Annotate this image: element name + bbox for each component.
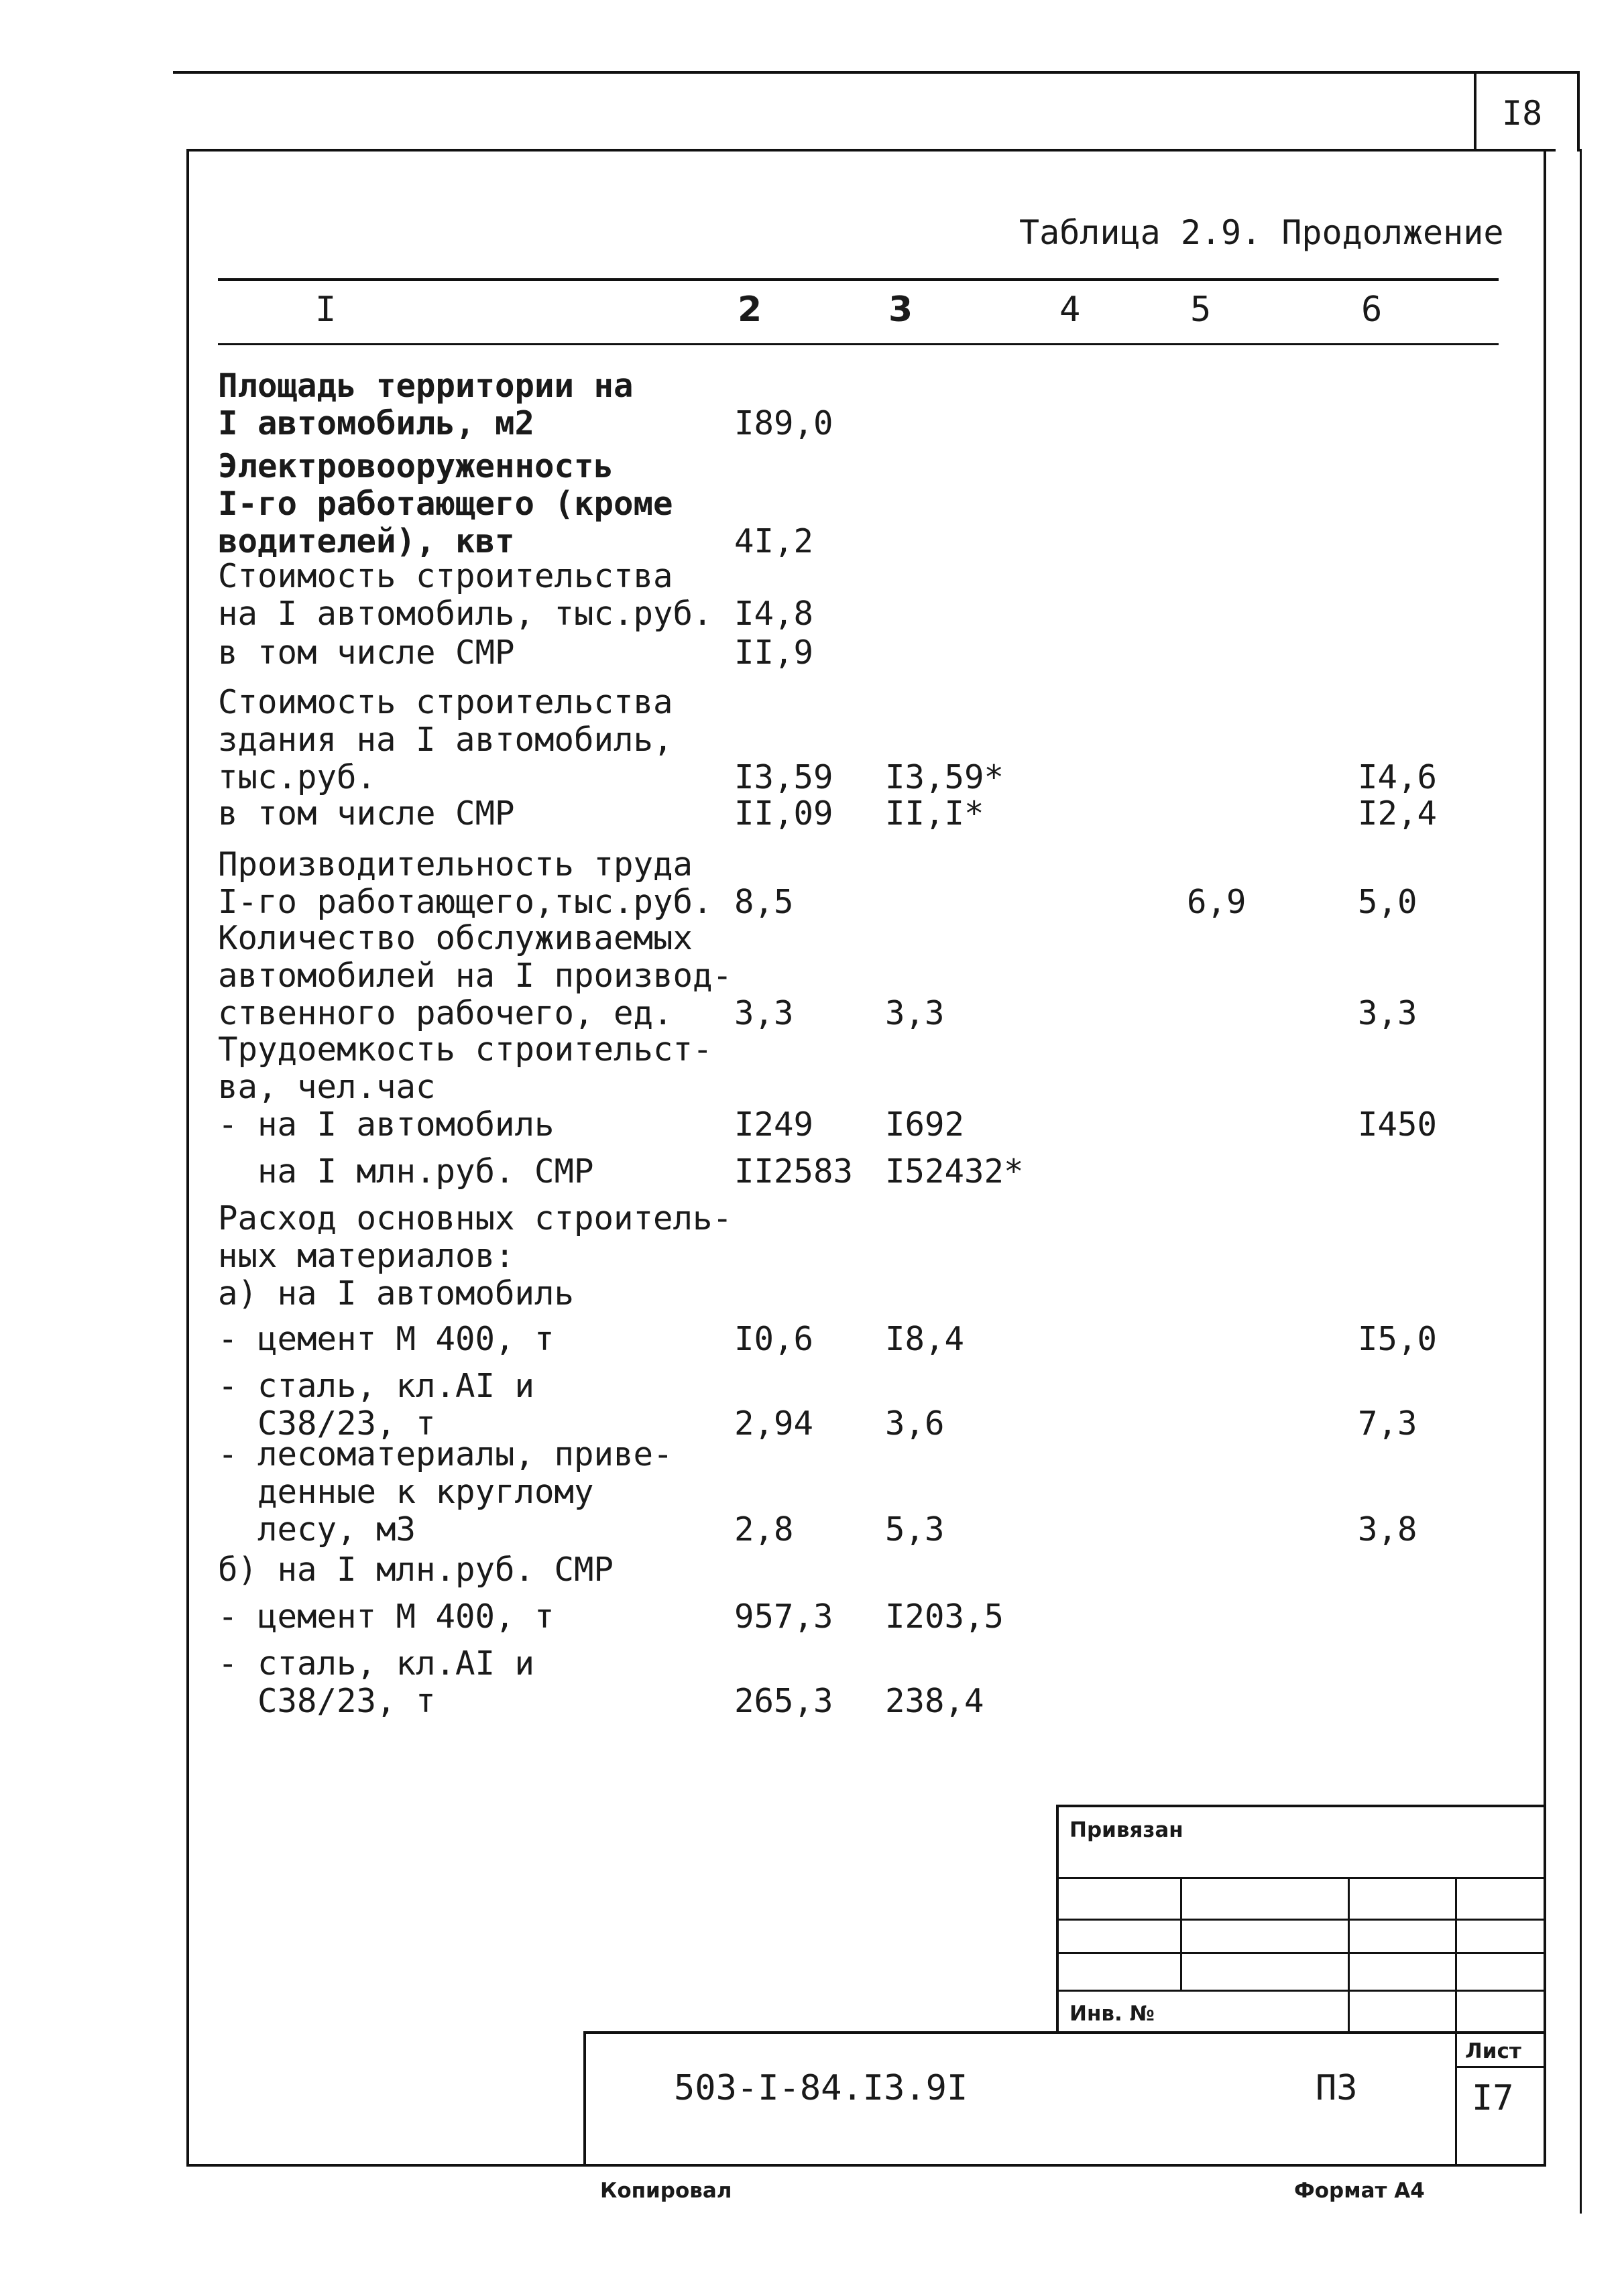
bound-grid-line bbox=[1056, 1919, 1546, 1921]
row-label: - лесоматериалы, приве- денные к круглому лесу, м3 bbox=[218, 1435, 673, 1549]
row-label: - сталь, кл.АI и С38/23, т bbox=[218, 1644, 535, 1720]
frame-left bbox=[186, 149, 189, 2167]
column-header-2: 2 bbox=[738, 290, 762, 330]
row-label: Трудоемкость строительст- ва, чел.час bbox=[218, 1030, 713, 1106]
cell-col3: 238,4 bbox=[885, 1682, 984, 1720]
cell-col2: 957,3 bbox=[734, 1597, 833, 1636]
paper-format-label: Формат А4 bbox=[1294, 2179, 1425, 2203]
cell-col6: 7,3 bbox=[1358, 1404, 1417, 1443]
bound-grid-line bbox=[1056, 1877, 1546, 1879]
cell-col3: I52432* bbox=[885, 1152, 1024, 1191]
row-label: в том числе СМР bbox=[218, 794, 515, 833]
cell-col2: I4,8 bbox=[734, 595, 814, 633]
cell-col2: 265,3 bbox=[734, 1682, 833, 1720]
column-header-6: 6 bbox=[1361, 290, 1383, 330]
cell-col2: II2583 bbox=[734, 1152, 854, 1191]
row-label: Площадь территории на I автомобиль, м2 bbox=[218, 367, 634, 442]
cell-col3: 5,3 bbox=[885, 1510, 945, 1549]
column-header-3: 3 bbox=[888, 290, 913, 330]
cell-col2: 3,3 bbox=[734, 994, 794, 1032]
cell-col3: I8,4 bbox=[885, 1320, 965, 1358]
title-block-left bbox=[583, 2031, 586, 2167]
row-label: Производительность труда I-го работающего,тыс.руб. bbox=[218, 845, 713, 921]
top-rule bbox=[173, 71, 1580, 74]
cell-col2: I0,6 bbox=[734, 1320, 814, 1358]
column-header-5: 5 bbox=[1190, 290, 1212, 330]
page-number: I8 bbox=[1502, 94, 1543, 133]
frame-right bbox=[1544, 149, 1546, 2167]
sheet-cell-divider bbox=[1455, 2031, 1457, 2167]
title-block-top bbox=[583, 2031, 1546, 2034]
cell-col2: I249 bbox=[734, 1105, 814, 1144]
header-rule-top bbox=[218, 278, 1499, 281]
cell-col2: I89,0 bbox=[734, 404, 833, 442]
table-caption: Таблица 2.9. Продолжение bbox=[1019, 213, 1504, 252]
cell-col3: II,I* bbox=[885, 794, 984, 833]
sheet-label: Лист bbox=[1465, 2039, 1521, 2063]
cell-col2: II,09 bbox=[734, 794, 833, 833]
cell-col2: 2,8 bbox=[734, 1510, 794, 1549]
page-number-box-right bbox=[1577, 71, 1580, 152]
frame-bottom bbox=[186, 2164, 1546, 2167]
copied-by-label: Копировал bbox=[600, 2179, 732, 2203]
row-label: в том числе СМР bbox=[218, 633, 515, 672]
cell-col6: I2,4 bbox=[1358, 794, 1438, 833]
row-label: - сталь, кл.АI и С38/23, т bbox=[218, 1367, 535, 1443]
sheet-number: I7 bbox=[1472, 2078, 1514, 2118]
document-code: 503-I-84.I3.9I bbox=[674, 2068, 968, 2108]
cell-col5: 6,9 bbox=[1187, 883, 1246, 921]
row-label: - цемент М 400, т bbox=[218, 1597, 555, 1636]
cell-col3: 3,3 bbox=[885, 994, 945, 1032]
cell-col2: 8,5 bbox=[734, 883, 794, 921]
cell-col6: 3,8 bbox=[1358, 1510, 1417, 1549]
header-rule-bottom bbox=[218, 343, 1499, 345]
outer-right-edge bbox=[1580, 149, 1582, 2214]
column-header-1: I bbox=[315, 290, 337, 330]
cell-col6: 3,3 bbox=[1358, 994, 1417, 1032]
row-label: - цемент М 400, т bbox=[218, 1320, 555, 1358]
cell-col3: 3,6 bbox=[885, 1404, 945, 1443]
cell-col6: I4,6 bbox=[1358, 758, 1438, 796]
inventory-number-label: Инв. № bbox=[1069, 2002, 1155, 2026]
column-header-4: 4 bbox=[1059, 290, 1081, 330]
cell-col2: 2,94 bbox=[734, 1404, 814, 1443]
row-label: Расход основных строитель- ных материалов: bbox=[218, 1199, 733, 1275]
row-label: б) на I млн.руб. СМР bbox=[218, 1551, 614, 1589]
sheet-cell-line bbox=[1455, 2066, 1546, 2068]
bound-label: Привязан bbox=[1069, 1818, 1183, 1842]
cell-col2: 4I,2 bbox=[734, 522, 814, 560]
row-label: Количество обслуживаемых автомобилей на I производ- ственного рабочего, ед. bbox=[218, 919, 733, 1032]
bound-grid-divider bbox=[1180, 1877, 1182, 1991]
row-label: Электровооруженность I-го работающего (кроме водителей), квт bbox=[218, 447, 673, 560]
bound-grid-line bbox=[1056, 1990, 1546, 1992]
cell-col6: I5,0 bbox=[1358, 1320, 1438, 1358]
row-label: на I млн.руб. СМР bbox=[218, 1152, 594, 1191]
cell-col2: I3,59 bbox=[734, 758, 833, 796]
cell-col3: I692 bbox=[885, 1105, 965, 1144]
cell-col6: 5,0 bbox=[1358, 883, 1417, 921]
frame-top bbox=[186, 149, 1556, 152]
bound-grid-divider bbox=[1455, 1877, 1457, 2033]
bound-block-top bbox=[1056, 1805, 1546, 1807]
bound-grid-divider bbox=[1348, 1877, 1350, 2033]
bound-grid-line bbox=[1056, 1952, 1546, 1954]
cell-col2: II,9 bbox=[734, 633, 814, 672]
row-label: - на I автомобиль bbox=[218, 1105, 555, 1144]
page-number-box-divider bbox=[1474, 71, 1476, 152]
cell-col6: I450 bbox=[1358, 1105, 1438, 1144]
row-label: Стоимость строительства на I автомобиль, тыс.руб. bbox=[218, 557, 713, 633]
cell-col3: I3,59* bbox=[885, 758, 1004, 796]
section-code: ПЗ bbox=[1316, 2068, 1358, 2108]
row-label: а) на I автомобиль bbox=[218, 1274, 575, 1313]
row-label: Стоимость строительства здания на I автомобиль, тыс.руб. bbox=[218, 683, 673, 796]
cell-col3: I203,5 bbox=[885, 1597, 1004, 1636]
